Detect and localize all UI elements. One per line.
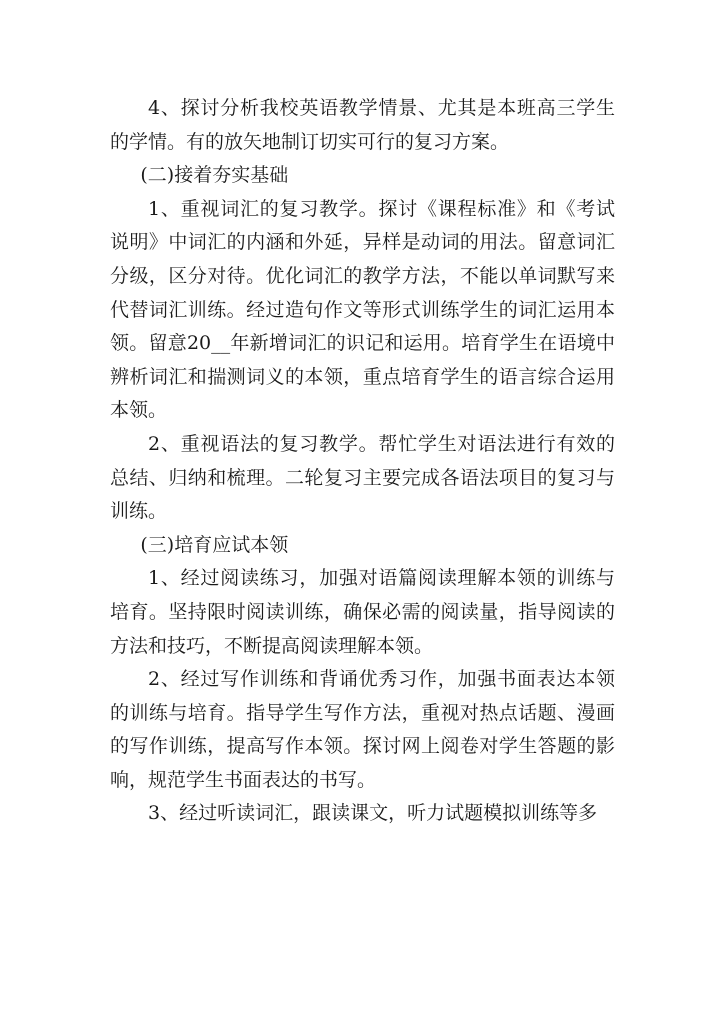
section-heading-exam-skills: (三)培育应试本领 [140,533,289,556]
paragraph-vocabulary: 1、重视词汇的复习教学。探讨《课程标准》和《考试说明》中词汇的内涵和外延，异样是动词的用法。留意词汇分级，区分对待。优化词汇的教学方法，不能以单词默写来代替词汇训练。经过造句作文等形式训练学生的词汇运用本领。留意20__年新增词汇的识记和运用。培育学生在语境中辨析词汇和揣测词义的本领，重点培育学生的语言综合运用本领。 [110,197,615,422]
paragraph-grammar: 2、重视语法的复习教学。帮忙学生对语法进行有效的总结、归纳和梳理。二轮复习主要完成各语法项目的复习与训练。 [110,432,615,523]
paragraph-reading: 1、经过阅读练习，加强对语篇阅读理解本领的训练与培育。坚持限时阅读训练，确保必需的阅读量，指导阅读的方法和技巧，不断提高阅读理解本领。 [110,567,615,657]
section-heading-foundation: (二)接着夯实基础 [140,164,289,187]
paragraph-writing: 2、经过写作训练和背诵优秀习作，加强书面表达本领的训练与培育。指导学生写作方法，重视对热点话题、漫画的写作训练，提高写作本领。探讨网上阅卷对学生答题的影响，规范学生书面表达的书写。 [110,668,615,791]
paragraph-listening: 3、经过听读词汇，跟读课文，听力试题模拟训练等多 [148,802,598,825]
document-body [110,92,615,831]
paragraph-analysis: 4、探讨分析我校英语教学情景、尤其是本班高三学生的学情。有的放矢地制订切实可行的复习方案。 [110,97,615,153]
